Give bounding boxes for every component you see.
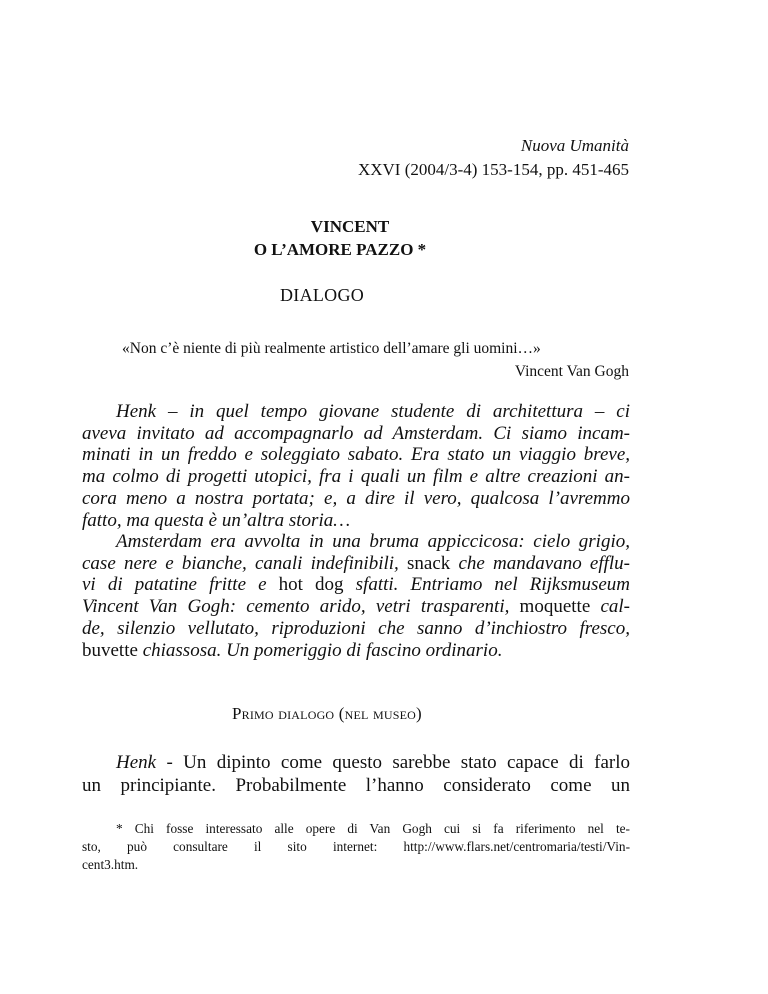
paragraph-3-line: Henk - Un dipinto come questo sarebbe stato capace di farlo: [116, 752, 630, 773]
paragraph-2-line: Amsterdam era avvolta in una bruma appiccicosa: cielo grigio,: [116, 531, 630, 552]
article-title-line-1: VINCENT: [310, 217, 390, 236]
epigraph-quote: «Non c’è niente di più realmente artistico dell’amare gli uomini…»: [122, 340, 541, 357]
paragraph-1-line: minati in un freddo e soleggiato sabato. Era stato un viaggio breve,: [82, 444, 630, 466]
epigraph-author: Vincent Van Gogh: [514, 363, 629, 380]
paragraph-1: [82, 401, 630, 531]
paragraph-1-line: fatto, ma questa è un’altra storia…: [82, 509, 351, 531]
speaker-name: Henk: [116, 752, 157, 773]
journal-reference: XXVI (2004/3-4) 153-154, pp. 451-465: [357, 160, 629, 179]
footnote-line: sto, può consultare il sito internet: http://www.flars.net/centromaria/testi/Vin-: [82, 839, 630, 854]
paragraph-1-line: ma colmo di progetti utopici, fra i quali un film e altre creazioni an-: [82, 466, 630, 488]
paragraph-1-line: cora meno a nostra portata; e, a dire il vero, qualcosa l’avremmo: [82, 487, 630, 509]
section-heading: DIALOGO: [280, 285, 365, 305]
footnote-line: * Chi fosse interessato alle opere di Van Gogh cui si fa riferimento nel te-: [116, 821, 630, 836]
paragraph-2-line: Vincent Van Gogh: cemento arido, vetri trasparenti, moquette cal-: [82, 596, 630, 618]
paragraph-2-line: buvette chiassosa. Un pomeriggio di fascino ordinario.: [82, 639, 503, 661]
footnote-line: cent3.htm.: [82, 857, 139, 872]
journal-name: Nuova Umanità: [520, 136, 629, 155]
paragraph-2-line: case nere e bianche, canali indefinibili, snack che mandavano efflu-: [82, 552, 630, 574]
subsection-heading: Primo dialogo (nel museo): [232, 704, 422, 723]
paragraph-1-line: aveva invitato ad accompagnarlo ad Amsterdam. Ci siamo incam-: [82, 422, 630, 444]
paragraph-3: [82, 752, 630, 797]
paragraph-2: [82, 531, 630, 661]
article-title-line-2: O L’AMORE PAZZO *: [253, 240, 427, 259]
paragraph-2-line: vi di patatine fritte e hot dog sfatti. Entriamo nel Rijksmuseum: [82, 574, 630, 596]
paragraph-2-line: de, silenzio vellutato, riproduzioni che sanno d’inchiostro fresco,: [82, 617, 630, 639]
paragraph-3-line: un principiante. Probabilmente l’hanno considerato come un: [82, 774, 630, 796]
footnote: [82, 820, 630, 874]
paragraph-1-line: Henk – in quel tempo giovane studente di architettura – ci: [116, 401, 630, 422]
